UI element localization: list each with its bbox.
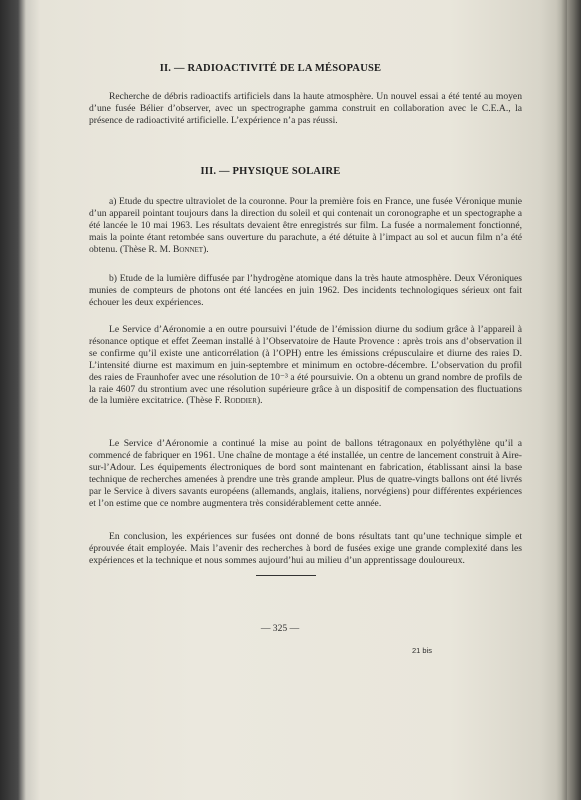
paragraph-conclusion: En conclusion, les expériences sur fusées ont donné de bons résultats tant qu’une technique simple et éprouvée était employée. Mais l’avenir des recherches à bord de fusées exige une grande complexité dans les expériences et la technique et nous sommes aujourd’hui au milieu d’un apprentissage douloureux. (89, 531, 522, 566)
paragraph-ballons: Le Service d’Aéronomie a continué la mise au point de ballons tétragonaux en polyéthylène qu’il a commencé de fabriquer en 1961. Une chaîne de montage a été installée, un centre de lancement construit à Aire-sur-l’Adour. Les équipements électroniques de bord sont maintenant en fabrication, établissant ainsi la base technique de recherches amenées à prendre une très grande ampleur. Plus de quatre-vingts ballons ont été livrés par le Service à divers savants européens (allemands, anglais, italiens, norvégiens) pour différentes expériences et l’on estime que ce nombre augmentera très considérablement cette année. (89, 438, 522, 509)
section-title-physique-solaire: III. — PHYSIQUE SOLAIRE (200, 166, 341, 177)
section-divider-rule (256, 575, 316, 576)
paragraph-emission-sodium: Le Service d’Aéronomie a en outre poursuivi l’étude de l’émission diurne du sodium grâce à l’appareil à résonance optique et effet Zeeman installé à l’Observatoire de Haute Provence : après trois ans d’observation il se confirme qu’il existe une anticorrélation (à l’OPH) entre les émissions crépusculaire et diurne des raies D. L’intensité diurne est maximum en juin-septembre et minimum en octobre-décembre. L’observation du profil des raies de Fraunhofer avec une résolution de 10⁻³ a été poursuivie. On a obtenu un grand nombre de profils de la raie 4607 du strontium avec une résolution supérieure grâce à un dispositif de compensation des fluctuations de la lumière excitatrice. (Thèse F. Roddier). (89, 324, 522, 407)
signature-mark: 21 bis (412, 646, 433, 655)
paragraph-spectre-ultraviolet: a) Etude du spectre ultraviolet de la couronne. Pour la première fois en France, une fusée Véronique munie d’un appareil pointant toujours dans la direction du soleil et qui contenait un coronographe et un spectographe a été lancée le 10 mai 1963. Les résultats devaient être enregistrés sur film. La fusée a normalement fonctionné, mais la pointe étant retombée sans ouverture du parachute, a été détuite à l’impact au sol et aucun film n’a été obtenu. (Thèse R. M. Bonnet). (89, 196, 522, 255)
section-title-radioactivite: II. — RADIOACTIVITÉ DE LA MÉSOPAUSE (159, 63, 382, 74)
author-name: Bonnet (172, 243, 204, 255)
paragraph-lumiere-diffusee: b) Etude de la lumière diffusée par l’hydrogène atomique dans la très haute atmosphère. Deux Véroniques munies de compteurs de photons ont été lancées en juin 1962. Des incidents technologiques sérieux ont fait échouer les deux expériences. (89, 273, 522, 308)
paragraph-radioactivite: Recherche de débris radioactifs artificiels dans la haute atmosphère. Un nouvel essai a été tenté au moyen d’une fusée Bélier d’observer, avec un spectrographe gamma construit en collaboration avec le C.E.A., la présence de radioactivité artificielle. L’expérience n’a pas réussi. (89, 91, 522, 126)
author-name: Roddier (224, 395, 257, 407)
page-number: — 325 — (260, 623, 300, 634)
